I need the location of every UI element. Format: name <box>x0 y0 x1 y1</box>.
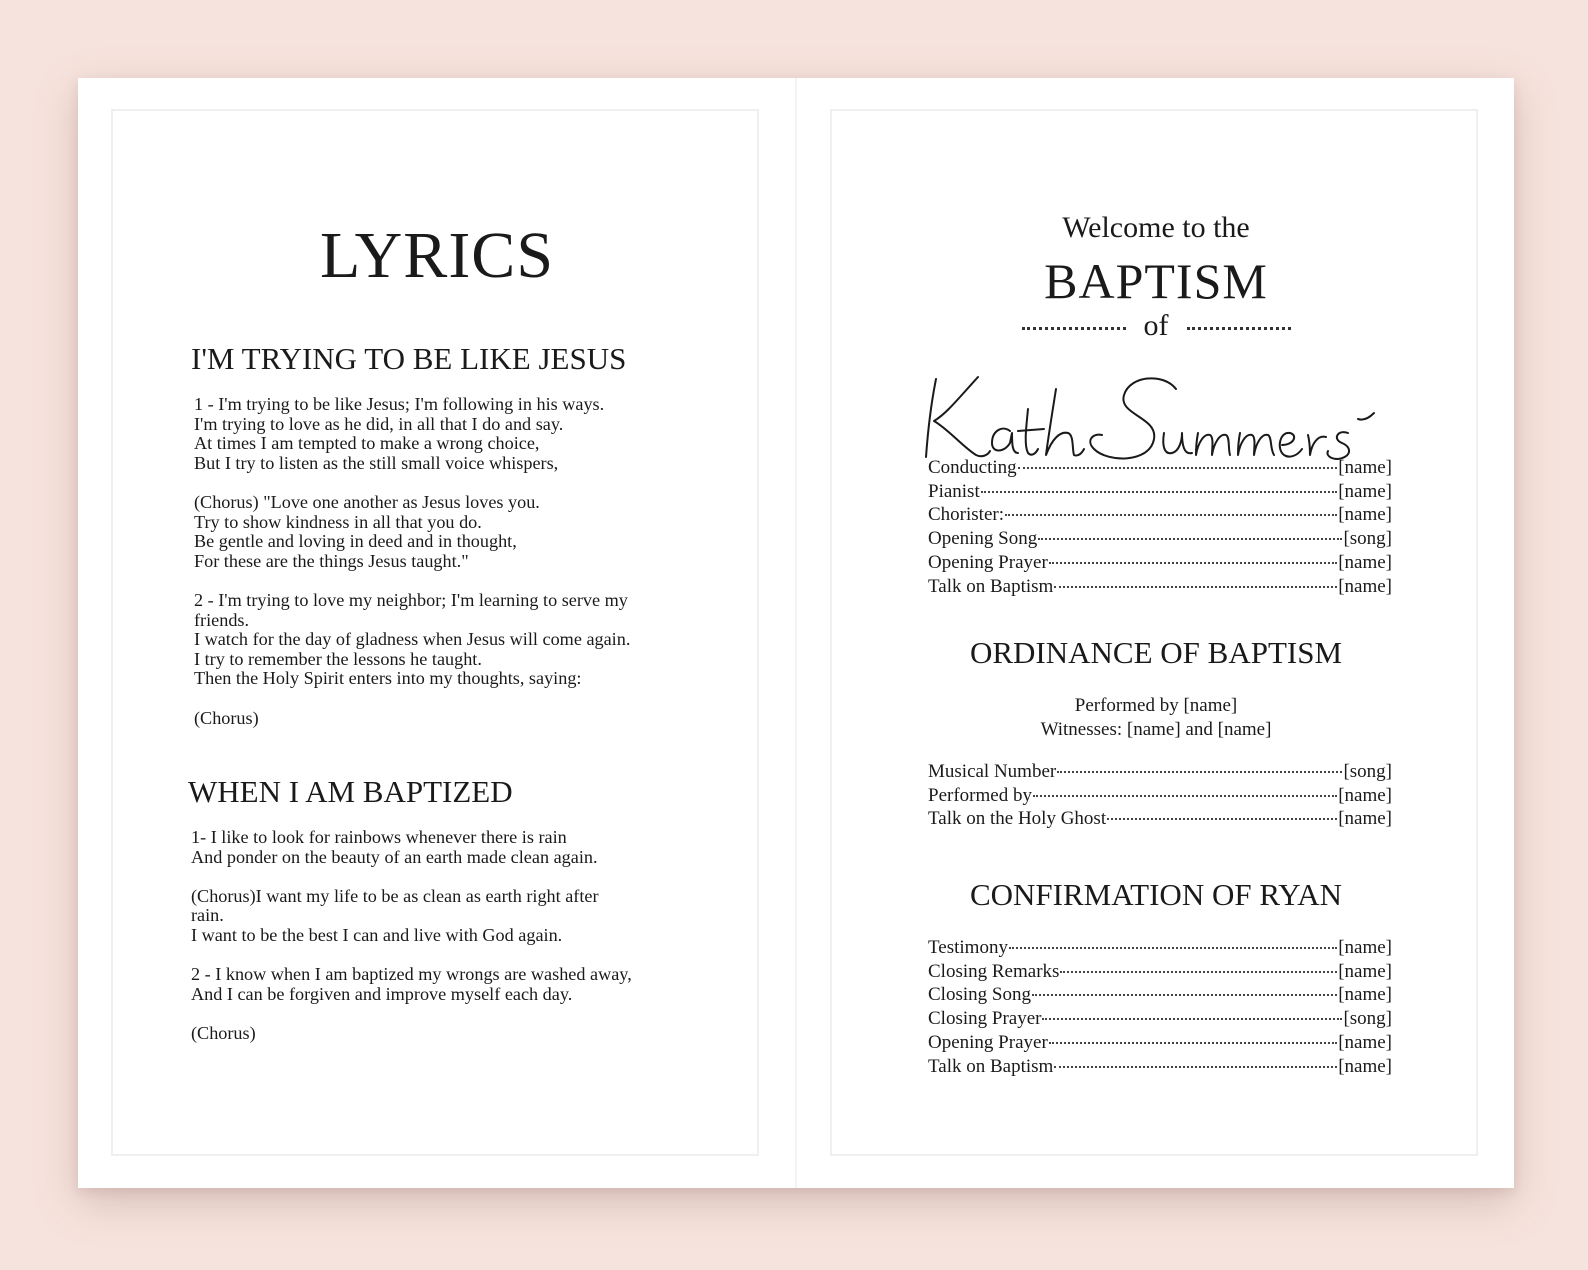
program-row <box>928 575 1392 599</box>
program-label: Musical Number <box>928 761 1057 782</box>
dot-leader <box>1054 586 1337 588</box>
stanza <box>194 395 731 473</box>
program-label: Closing Remarks <box>928 960 1060 982</box>
program-spread <box>78 78 1514 1188</box>
program-row <box>928 1031 1392 1055</box>
program-label: Opening Prayer <box>928 1031 1048 1053</box>
lyric-line: And ponder on the beauty of an earth made clean again. <box>191 846 598 867</box>
program-value: [song] <box>1343 761 1392 782</box>
program-value: [name] <box>1338 1055 1392 1077</box>
lyric-line: At times I am tempted to make a wrong choice, <box>194 433 540 454</box>
lyric-line: I watch for the day of gladness when Jesus will come again. <box>194 629 631 650</box>
lyric-line: friends. <box>194 609 250 630</box>
center-fold <box>795 78 797 1188</box>
program-label: Talk on the Holy Ghost <box>928 808 1107 830</box>
song-lyrics <box>191 395 731 728</box>
program-value: [name] <box>1338 937 1392 958</box>
lyric-line: And I can be forgiven and improve myself each day. <box>191 983 573 1004</box>
program-label: Closing Prayer <box>928 1008 1042 1030</box>
song-title: WHEN I AM BAPTIZED <box>188 774 513 809</box>
song-block <box>191 341 731 748</box>
lyric-line: For these are the things Jesus taught." <box>194 550 469 571</box>
confirmation-title: CONFIRMATION OF RYAN <box>969 877 1343 912</box>
witnesses: Witnesses: [name] and [name] <box>1040 719 1272 740</box>
program-value: [name] <box>1338 808 1392 830</box>
lyric-line: I'm trying to love as he did, in all that I do and say. <box>194 413 564 434</box>
dot-leader <box>1107 818 1337 820</box>
lyric-line: I try to remember the lessons he taught. <box>194 648 482 669</box>
program-label: Opening Prayer <box>928 551 1048 573</box>
of-word: of <box>1143 309 1169 342</box>
lyric-line: (Chorus) <box>194 707 259 728</box>
lyrics-page <box>111 109 759 1156</box>
dot-leader <box>1054 1066 1337 1068</box>
performed-by: Performed by [name] <box>1074 695 1238 716</box>
lyric-line: I want to be the best I can and live with God again. <box>191 924 563 945</box>
lyric-line: 2 - I'm trying to love my neighbor; I'm learning to serve my <box>194 589 628 610</box>
dotted-rule <box>1187 327 1291 332</box>
program-value: [song] <box>1343 1008 1392 1030</box>
program-value: [name] <box>1338 504 1392 526</box>
lyric-line: 1 - I'm trying to be like Jesus; I'm following in his ways. <box>194 394 605 414</box>
dot-leader <box>1049 562 1337 564</box>
program-value: [name] <box>1338 575 1392 597</box>
song-title: I'M TRYING TO BE LIKE JESUS <box>191 341 627 376</box>
stanza <box>191 965 728 1004</box>
program-row <box>928 480 1392 504</box>
program-row <box>928 784 1392 808</box>
program-row <box>928 527 1392 551</box>
program-value: [name] <box>1338 551 1392 573</box>
welcome-heading: Welcome to the <box>1062 211 1250 244</box>
dot-leader <box>981 491 1337 493</box>
stanza <box>191 887 728 946</box>
dot-leader <box>1042 1018 1342 1020</box>
program-list <box>928 456 1392 598</box>
stanza <box>194 493 731 571</box>
lyric-line: (Chorus) <box>191 1022 256 1043</box>
program-label: Chorister: <box>928 504 1004 526</box>
program-label: Conducting <box>928 457 1017 478</box>
dot-leader <box>1032 994 1337 996</box>
dot-leader <box>1018 467 1338 469</box>
stanza <box>191 828 728 867</box>
program-value: [name] <box>1338 784 1392 806</box>
program-value: [name] <box>1338 960 1392 982</box>
dot-leader <box>1057 771 1342 773</box>
lyric-line: Try to show kindness in all that you do. <box>194 511 482 532</box>
dot-leader <box>1060 971 1337 973</box>
ordinance-title: ORDINANCE OF BAPTISM <box>969 635 1343 670</box>
lyric-line: (Chorus) "Love one another as Jesus loves you. <box>194 491 540 512</box>
program-label: Pianist <box>928 480 980 502</box>
program-label: Talk on Baptism <box>928 1055 1054 1077</box>
program-list <box>928 760 1392 831</box>
program-list <box>928 936 1392 1078</box>
dot-leader <box>1038 538 1342 540</box>
lyric-line: Then the Holy Spirit enters into my thoughts, saying: <box>194 668 582 689</box>
lyric-line: But I try to listen as the still small voice whispers, <box>194 452 559 473</box>
lyric-line: 1- I like to look for rainbows whenever there is rain <box>191 827 567 847</box>
program-page <box>830 109 1478 1156</box>
lyric-line: Be gentle and loving in deed and in thought, <box>194 531 517 552</box>
song-block <box>188 774 728 1063</box>
dot-leader <box>1009 947 1337 949</box>
program-row <box>928 807 1392 831</box>
lyric-line: rain. <box>191 905 224 926</box>
program-value: [song] <box>1343 528 1392 550</box>
program-row <box>928 503 1392 527</box>
program-value: [name] <box>1338 457 1392 478</box>
program-label: Talk on Baptism <box>928 575 1054 597</box>
person-name-script <box>918 359 1388 469</box>
program-value: [name] <box>1338 480 1392 502</box>
stanza <box>194 591 731 689</box>
program-value: [name] <box>1338 984 1392 1006</box>
dotted-rule <box>1022 327 1126 332</box>
program-label: Performed by <box>928 784 1032 806</box>
program-row <box>928 551 1392 575</box>
dot-leader <box>1049 1042 1337 1044</box>
program-row <box>928 960 1392 984</box>
program-row <box>928 760 1392 784</box>
program-row <box>928 983 1392 1007</box>
lyric-line: 2 - I know when I am baptized my wrongs are washed away, <box>191 964 632 985</box>
lyric-line: (Chorus)I want my life to be as clean as earth right after <box>191 885 599 906</box>
program-row <box>928 936 1392 960</box>
event-title: BAPTISM <box>1044 253 1268 309</box>
of-divider <box>832 309 1480 343</box>
program-value: [name] <box>1338 1031 1392 1053</box>
program-row <box>928 1007 1392 1031</box>
ordinance-details <box>832 694 1480 742</box>
program-row <box>928 456 1392 480</box>
dot-leader <box>1005 514 1337 516</box>
program-label: Closing Song <box>928 984 1031 1006</box>
stanza <box>194 709 731 729</box>
dot-leader <box>1033 795 1337 797</box>
stanza <box>191 1024 728 1044</box>
lyrics-title: LYRICS <box>319 219 555 292</box>
song-lyrics <box>188 828 728 1044</box>
program-row <box>928 1055 1392 1079</box>
program-label: Testimony <box>928 937 1008 958</box>
program-label: Opening Song <box>928 528 1038 550</box>
